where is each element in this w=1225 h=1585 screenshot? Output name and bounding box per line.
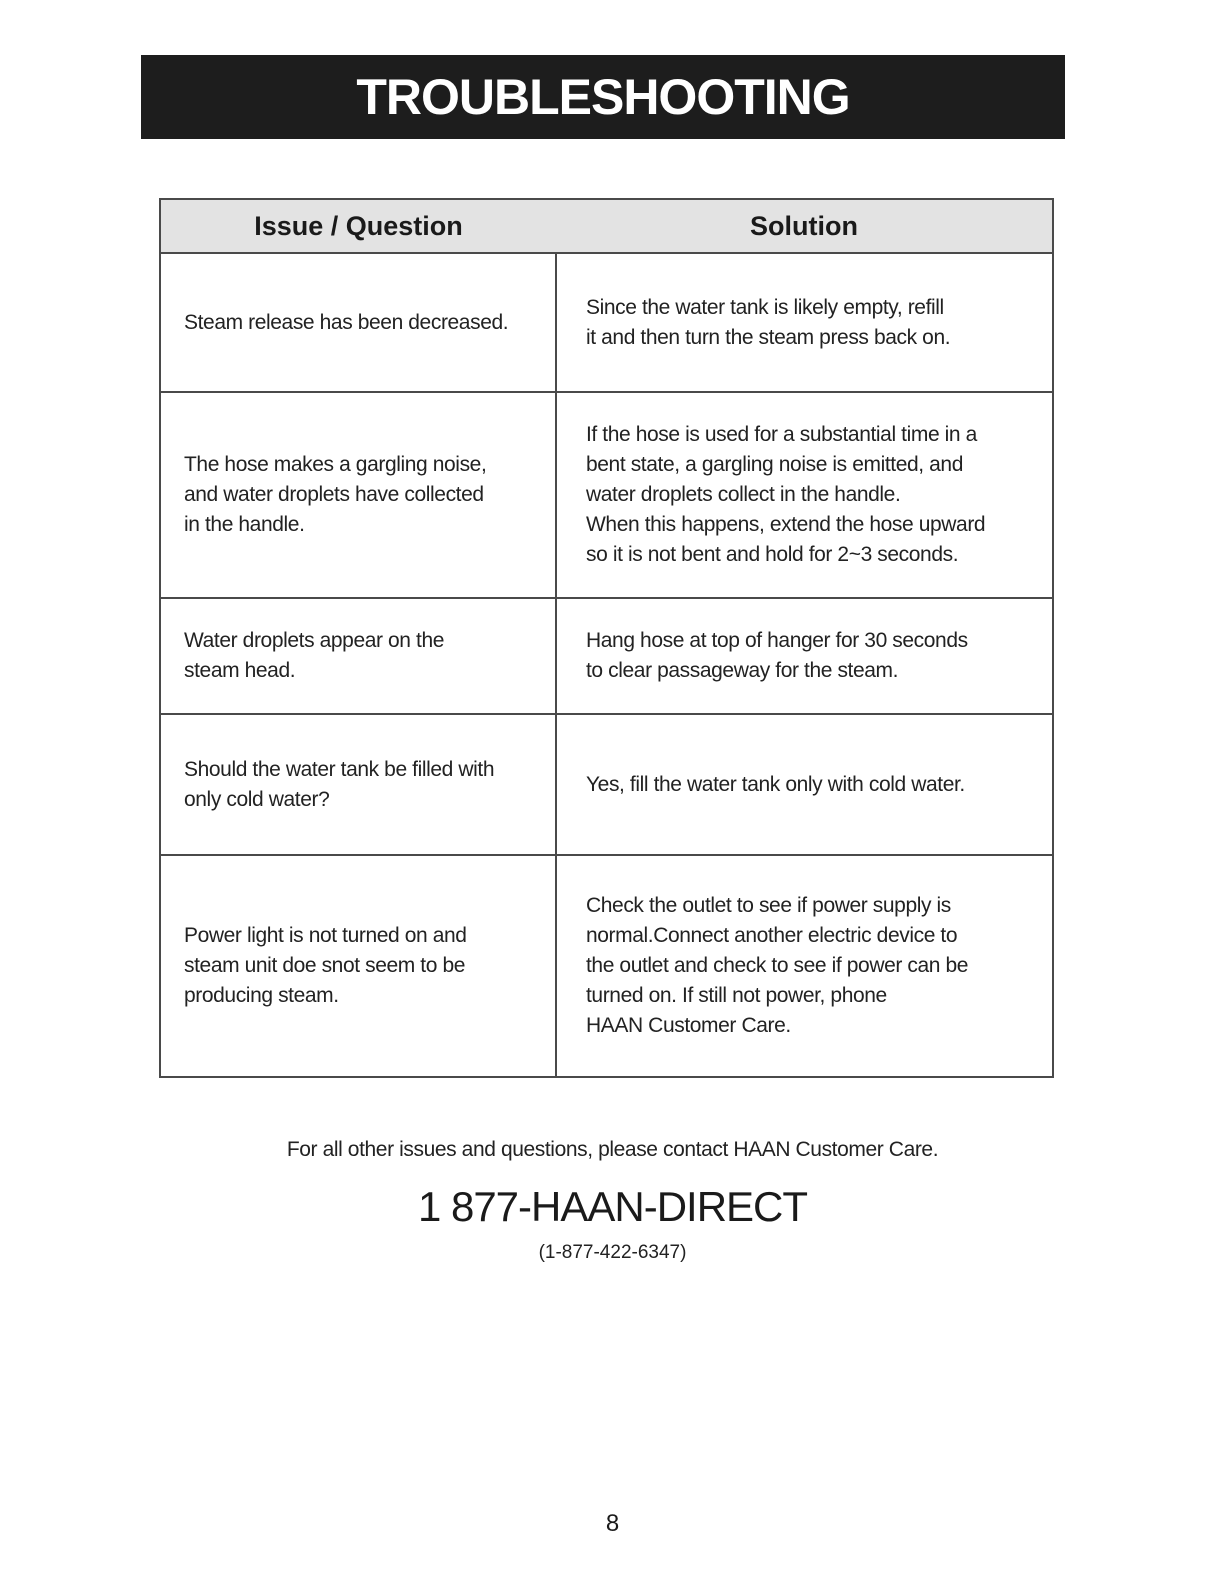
- text-line: Hang hose at top of hanger for 30 seconds: [586, 629, 968, 652]
- text-line: normal.Connect another electric device to: [586, 924, 958, 947]
- table-row: [160, 855, 1053, 1077]
- text-line: the outlet and check to see if power can be: [586, 954, 969, 977]
- title-bar: [141, 55, 1065, 139]
- text-line: When this happens, extend the hose upward: [586, 513, 986, 536]
- page-number: 8: [605, 1510, 620, 1537]
- text-line: only cold water?: [184, 787, 330, 811]
- issue-cell: [160, 714, 556, 855]
- table-header-row: [160, 199, 1053, 253]
- contact-note: For all other issues and questions, please contact HAAN Customer Care.: [286, 1138, 939, 1161]
- text-line: Water droplets appear on the: [184, 629, 445, 652]
- text-line: steam head.: [184, 659, 296, 682]
- table-row: [160, 598, 1053, 714]
- text-line: Check the outlet to see if power supply is: [586, 894, 951, 917]
- solution-cell: [556, 714, 1053, 855]
- text-line: HAAN Customer Care.: [586, 1014, 791, 1037]
- table-row: [160, 392, 1053, 598]
- issue-cell: [160, 253, 556, 392]
- phone-number: 1 877-HAAN-DIRECT: [417, 1183, 808, 1230]
- issue-cell: [160, 598, 556, 714]
- column-header-issue: Issue / Question: [160, 199, 556, 253]
- text-line: and water droplets have collected: [184, 483, 484, 506]
- text-line: Since the water tank is likely empty, refill: [586, 295, 944, 319]
- troubleshooting-table: [159, 198, 1054, 1078]
- text-line: Power light is not turned on and: [184, 924, 467, 947]
- solution-cell: [556, 598, 1053, 714]
- text-line: so it is not bent and hold for 2~3 seconds.: [586, 543, 959, 566]
- text-line: Steam release has been decreased.: [184, 310, 509, 334]
- text-line: Should the water tank be filled with: [184, 757, 495, 781]
- text-line: If the hose is used for a substantial time in a: [586, 423, 977, 446]
- phone-number-numeric: (1-877-422-6347): [538, 1242, 687, 1263]
- text-line: turned on. If still not power, phone: [586, 984, 887, 1007]
- text-line: to clear passageway for the steam.: [586, 659, 899, 682]
- solution-cell: [556, 855, 1053, 1077]
- column-header-solution: Solution: [556, 199, 1053, 253]
- page-title: TROUBLESHOOTING: [356, 69, 850, 125]
- text-line: The hose makes a gargling noise,: [184, 453, 487, 476]
- solution-cell: [556, 392, 1053, 598]
- text-line: bent state, a gargling noise is emitted, and: [586, 453, 963, 476]
- text-line: Yes, fill the water tank only with cold water.: [586, 772, 965, 796]
- issue-cell: [160, 855, 556, 1077]
- table-row: [160, 253, 1053, 392]
- text-line: in the handle.: [184, 513, 305, 536]
- text-line: water droplets collect in the handle.: [586, 483, 901, 506]
- text-line: producing steam.: [184, 984, 339, 1007]
- text-line: it and then turn the steam press back on.: [586, 325, 951, 349]
- table-row: [160, 714, 1053, 855]
- issue-cell: [160, 392, 556, 598]
- text-line: steam unit doe snot seem to be: [184, 954, 466, 977]
- solution-cell: [556, 253, 1053, 392]
